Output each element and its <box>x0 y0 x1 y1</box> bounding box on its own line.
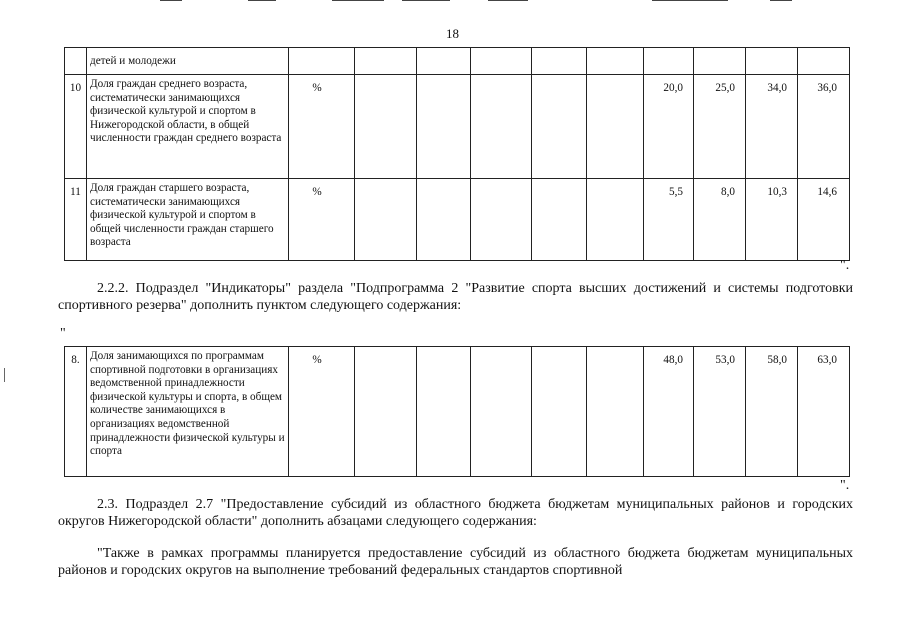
unit: % <box>289 347 355 477</box>
value-cell: 10,3 <box>746 179 798 261</box>
row-number <box>65 48 87 75</box>
empty-cell <box>355 179 417 261</box>
indicator-name: Доля граждан старшего возраста, систематически занимающихся физической культурой и спортом в общей численности граждан старшего возраста <box>87 179 289 261</box>
page-number: 18 <box>446 26 459 41</box>
scan-margin-mark <box>4 368 5 382</box>
paragraph-2-2-2: 2.2.2. Подраздел "Индикаторы" раздела "Подпрограмма 2 "Развитие спорта высших достижений и системы подготовки спортивного резерва" дополнить пунктом следующего содержания: <box>58 281 853 313</box>
closing-quote: ". <box>840 258 850 273</box>
empty-cell <box>471 179 532 261</box>
empty-cell <box>587 347 644 477</box>
empty-cell <box>417 75 471 179</box>
row-number: 10 <box>65 75 87 179</box>
table-row <box>65 347 850 477</box>
paragraph-quote: "Также в рамках программы планируется предоставление субсидий из областного бюджета бюджетам муниципальных районов и городских округов на выполнение требований федеральных стандартов спортивной <box>58 546 853 578</box>
paragraph-2-3: 2.3. Подраздел 2.7 "Предоставление субсидий из областного бюджета бюджетам муниципальных районов и городских округов Нижегородской области" дополнить абзацами следующего содержания: <box>58 497 853 529</box>
value-cell <box>694 48 746 75</box>
value-cell: 48,0 <box>644 347 694 477</box>
unit <box>289 48 355 75</box>
empty-cell <box>532 179 587 261</box>
empty-cell <box>471 75 532 179</box>
value-cell: 34,0 <box>746 75 798 179</box>
indicator-name: Доля граждан среднего возраста, систематически занимающихся физической культурой и спортом в Нижегородской области, в общей численности граждан среднего возраста <box>87 75 289 179</box>
empty-cell <box>355 347 417 477</box>
indicators-table-1 <box>64 47 850 261</box>
empty-cell <box>587 75 644 179</box>
opening-quote: " <box>60 326 66 341</box>
empty-cell <box>417 347 471 477</box>
table-row <box>65 48 850 75</box>
value-cell <box>798 48 850 75</box>
empty-cell <box>417 179 471 261</box>
empty-cell <box>355 75 417 179</box>
value-cell: 20,0 <box>644 75 694 179</box>
closing-quote: ". <box>840 478 850 493</box>
value-cell: 36,0 <box>798 75 850 179</box>
value-cell: 8,0 <box>694 179 746 261</box>
value-cell: 25,0 <box>694 75 746 179</box>
empty-cell <box>587 48 644 75</box>
value-cell: 63,0 <box>798 347 850 477</box>
table-row <box>65 75 850 179</box>
empty-cell <box>417 48 471 75</box>
value-cell: 14,6 <box>798 179 850 261</box>
value-cell <box>644 48 694 75</box>
value-cell <box>746 48 798 75</box>
unit: % <box>289 179 355 261</box>
unit: % <box>289 75 355 179</box>
empty-cell <box>355 48 417 75</box>
value-cell: 58,0 <box>746 347 798 477</box>
empty-cell <box>532 347 587 477</box>
empty-cell <box>532 75 587 179</box>
empty-cell <box>532 48 587 75</box>
empty-cell <box>471 48 532 75</box>
row-number: 11 <box>65 179 87 261</box>
value-cell: 5,5 <box>644 179 694 261</box>
table-row <box>65 179 850 261</box>
empty-cell <box>587 179 644 261</box>
indicator-name: детей и молодежи <box>87 48 289 75</box>
value-cell: 53,0 <box>694 347 746 477</box>
indicator-name: Доля занимающихся по программам спортивной подготовки в организациях ведомственной принадлежности физической культуры и спорта, в общем количестве занимающихся в организациях ведомственной принадлежности физической культуры и спорта <box>87 347 289 477</box>
indicators-table-2 <box>64 346 850 477</box>
row-number: 8. <box>65 347 87 477</box>
empty-cell <box>471 347 532 477</box>
